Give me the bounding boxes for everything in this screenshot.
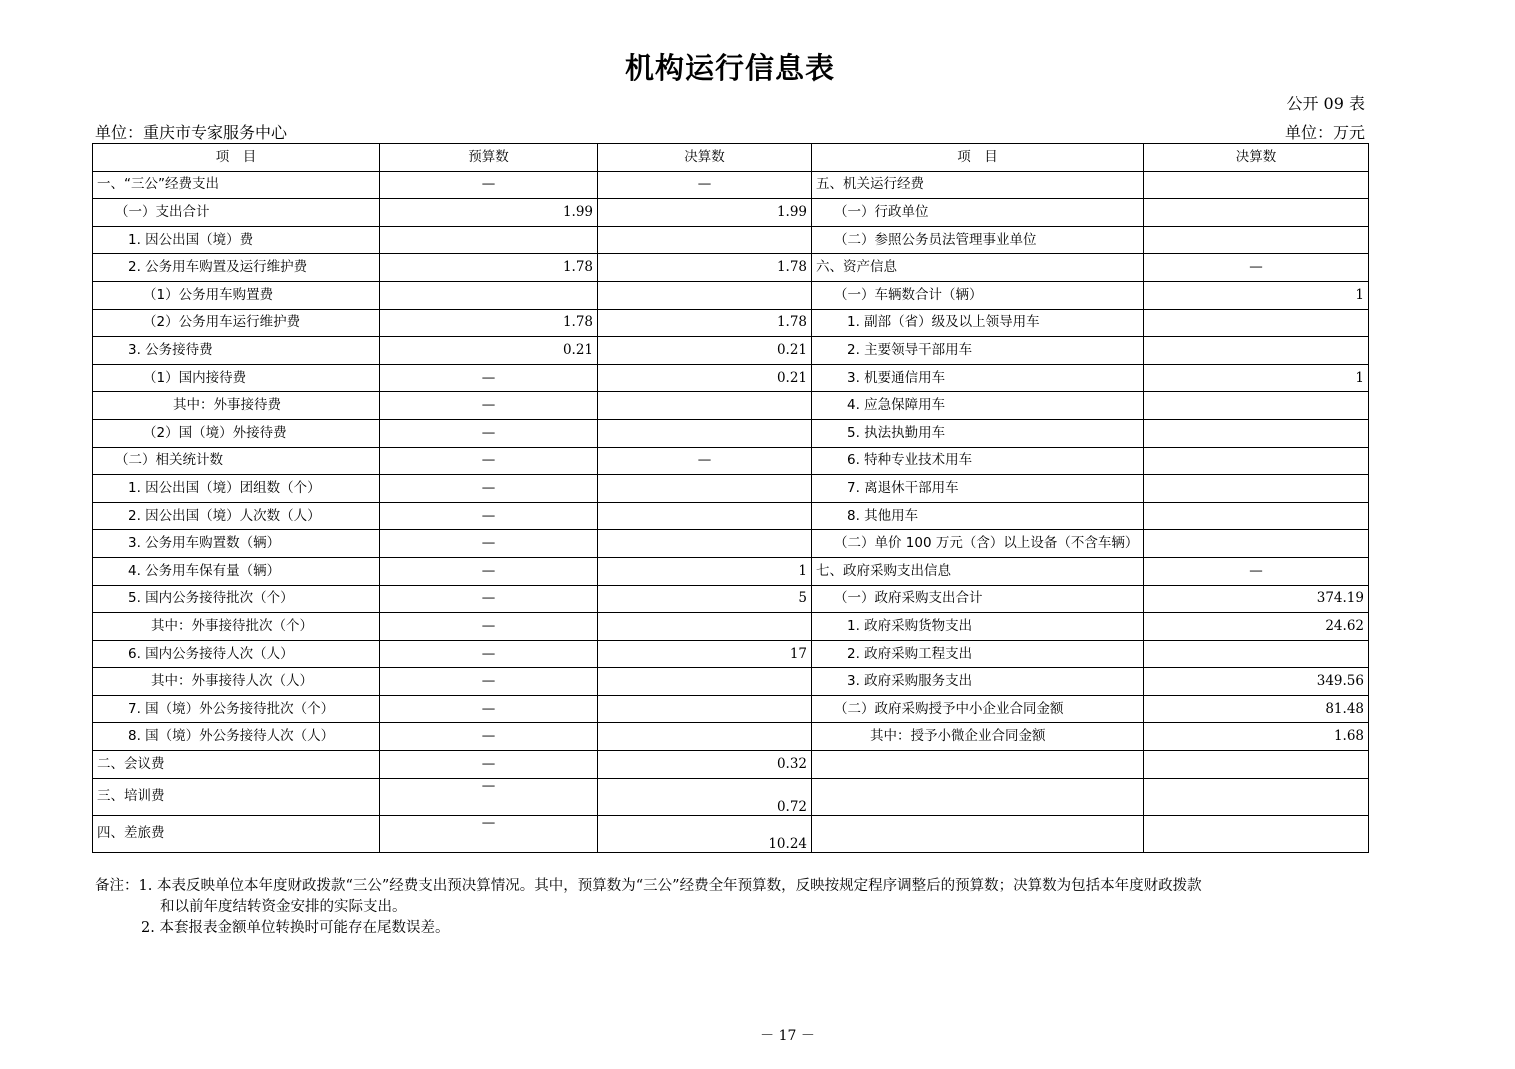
budget-value: — xyxy=(380,815,598,852)
table-row xyxy=(93,392,1369,420)
row-label: 5. 国内公务接待批次（个） xyxy=(93,585,380,613)
header-item-right: 项 目 xyxy=(812,144,1144,172)
row-label: 2. 因公出国（境）人次数（人） xyxy=(93,502,380,530)
table-row xyxy=(93,530,1369,558)
right-value xyxy=(1144,475,1369,503)
budget-value: — xyxy=(380,613,598,641)
budget-value: 1.78 xyxy=(380,309,598,337)
final-value xyxy=(598,695,812,723)
row-label: 四、差旅费 xyxy=(93,815,380,852)
budget-value: 1.78 xyxy=(380,254,598,282)
right-label: 六、资产信息 xyxy=(812,254,1144,282)
right-label xyxy=(812,751,1144,779)
budget-value: — xyxy=(380,392,598,420)
remark-line-2: 和以前年度结转资金安排的实际支出。 xyxy=(160,899,407,915)
right-label xyxy=(812,815,1144,852)
right-label: 3. 机要通信用车 xyxy=(812,364,1144,392)
row-label: 其中：外事接待批次（个） xyxy=(93,613,380,641)
right-value xyxy=(1144,226,1369,254)
final-value: 1.99 xyxy=(598,199,812,227)
table-row xyxy=(93,723,1369,751)
right-value: 349.56 xyxy=(1144,668,1369,696)
right-label: 4. 应急保障用车 xyxy=(812,392,1144,420)
right-value: 1 xyxy=(1144,364,1369,392)
right-value: 24.62 xyxy=(1144,613,1369,641)
budget-value: — xyxy=(380,475,598,503)
row-label: （二）相关统计数 xyxy=(93,447,380,475)
row-label: （一）支出合计 xyxy=(93,199,380,227)
right-label: （一）车辆数合计（辆） xyxy=(812,281,1144,309)
right-label: （一）行政单位 xyxy=(812,199,1144,227)
remarks xyxy=(95,876,1202,939)
row-label: （2）公务用车运行维护费 xyxy=(93,309,380,337)
final-value: 1.78 xyxy=(598,254,812,282)
right-label: （二）参照公务员法管理事业单位 xyxy=(812,226,1144,254)
table-row xyxy=(93,815,1369,852)
header-final: 决算数 xyxy=(598,144,812,172)
budget-value: — xyxy=(380,668,598,696)
right-value xyxy=(1144,778,1369,815)
right-label: 5. 执法执勤用车 xyxy=(812,419,1144,447)
budget-value: — xyxy=(380,751,598,779)
final-value xyxy=(598,502,812,530)
row-label: 1. 因公出国（境）团组数（个） xyxy=(93,475,380,503)
right-label xyxy=(812,778,1144,815)
row-label: 8. 国（境）外公务接待人次（人） xyxy=(93,723,380,751)
row-label: 其中：外事接待人次（人） xyxy=(93,668,380,696)
row-label: 三、培训费 xyxy=(93,778,380,815)
table-row xyxy=(93,502,1369,530)
final-value: 0.72 xyxy=(598,778,812,815)
table-row xyxy=(93,364,1369,392)
right-value: — xyxy=(1144,557,1369,585)
row-label: 6. 国内公务接待人次（人） xyxy=(93,640,380,668)
final-value: — xyxy=(598,447,812,475)
budget-value: 1.99 xyxy=(380,199,598,227)
right-value xyxy=(1144,199,1369,227)
budget-value: — xyxy=(380,640,598,668)
right-label: 7. 离退休干部用车 xyxy=(812,475,1144,503)
right-value: — xyxy=(1144,254,1369,282)
budget-value: — xyxy=(380,502,598,530)
right-value xyxy=(1144,171,1369,199)
final-value xyxy=(598,226,812,254)
final-value xyxy=(598,475,812,503)
final-value: 10.24 xyxy=(598,815,812,852)
operation-info-table xyxy=(92,143,1369,853)
budget-value xyxy=(380,281,598,309)
form-number: 公开 09 表 xyxy=(1286,94,1365,113)
budget-value: — xyxy=(380,364,598,392)
right-label: 3. 政府采购服务支出 xyxy=(812,668,1144,696)
table-row xyxy=(93,447,1369,475)
right-value xyxy=(1144,815,1369,852)
table-row xyxy=(93,640,1369,668)
remark-line-1: 备注：1. 本表反映单位本年度财政拨款“三公”经费支出预决算情况。其中，预算数为“三公”经费全年预算数，反映按规定程序调整后的预算数；决算数为包括本年度财政拨款 xyxy=(95,878,1202,894)
right-label: 8. 其他用车 xyxy=(812,502,1144,530)
right-value xyxy=(1144,309,1369,337)
right-value xyxy=(1144,337,1369,365)
table-row xyxy=(93,695,1369,723)
final-value: 17 xyxy=(598,640,812,668)
final-value: 1.78 xyxy=(598,309,812,337)
row-label: 一、“三公”经费支出 xyxy=(93,171,380,199)
right-value xyxy=(1144,392,1369,420)
row-label: 二、会议费 xyxy=(93,751,380,779)
final-value xyxy=(598,530,812,558)
table-row xyxy=(93,778,1369,815)
right-label: 2. 政府采购工程支出 xyxy=(812,640,1144,668)
right-value: 374.19 xyxy=(1144,585,1369,613)
row-label: 3. 公务用车购置数（辆） xyxy=(93,530,380,558)
row-label: 2. 公务用车购置及运行维护费 xyxy=(93,254,380,282)
budget-value: — xyxy=(380,419,598,447)
table-row xyxy=(93,254,1369,282)
table-row xyxy=(93,281,1369,309)
final-value: 1 xyxy=(598,557,812,585)
final-value: 0.21 xyxy=(598,364,812,392)
right-value xyxy=(1144,502,1369,530)
table-row xyxy=(93,585,1369,613)
right-value: 1 xyxy=(1144,281,1369,309)
final-value xyxy=(598,281,812,309)
final-value xyxy=(598,668,812,696)
table-row xyxy=(93,309,1369,337)
row-label: （1）国内接待费 xyxy=(93,364,380,392)
right-label: 其中：授予小微企业合同金额 xyxy=(812,723,1144,751)
row-label: 1. 因公出国（境）费 xyxy=(93,226,380,254)
budget-value: — xyxy=(380,778,598,815)
right-value xyxy=(1144,530,1369,558)
table-row xyxy=(93,613,1369,641)
header-budget: 预算数 xyxy=(380,144,598,172)
budget-value: — xyxy=(380,530,598,558)
right-label: （二）政府采购授予中小企业合同金额 xyxy=(812,695,1144,723)
right-label: 五、机关运行经费 xyxy=(812,171,1144,199)
final-value xyxy=(598,723,812,751)
budget-value: 0.21 xyxy=(380,337,598,365)
header-final-right: 决算数 xyxy=(1144,144,1369,172)
right-value xyxy=(1144,751,1369,779)
budget-value: — xyxy=(380,585,598,613)
final-value: 5 xyxy=(598,585,812,613)
row-label: 4. 公务用车保有量（辆） xyxy=(93,557,380,585)
right-label: （一）政府采购支出合计 xyxy=(812,585,1144,613)
header-item: 项 目 xyxy=(93,144,380,172)
budget-value: — xyxy=(380,695,598,723)
page-number: － 17 － xyxy=(760,1028,815,1044)
table-row xyxy=(93,668,1369,696)
final-value xyxy=(598,613,812,641)
right-value: 81.48 xyxy=(1144,695,1369,723)
table-row xyxy=(93,337,1369,365)
right-label: 七、政府采购支出信息 xyxy=(812,557,1144,585)
right-value xyxy=(1144,447,1369,475)
table-row xyxy=(93,475,1369,503)
budget-value xyxy=(380,226,598,254)
right-value: 1.68 xyxy=(1144,723,1369,751)
budget-value: — xyxy=(380,557,598,585)
row-label: 3. 公务接待费 xyxy=(93,337,380,365)
table-header-row xyxy=(93,144,1369,172)
final-value xyxy=(598,392,812,420)
table-row xyxy=(93,199,1369,227)
row-label: 其中：外事接待费 xyxy=(93,392,380,420)
final-value xyxy=(598,419,812,447)
row-label: （1）公务用车购置费 xyxy=(93,281,380,309)
row-label: （2）国（境）外接待费 xyxy=(93,419,380,447)
right-value xyxy=(1144,419,1369,447)
table-row xyxy=(93,171,1369,199)
table-row xyxy=(93,557,1369,585)
final-value: 0.32 xyxy=(598,751,812,779)
right-label: 1. 副部（省）级及以上领导用车 xyxy=(812,309,1144,337)
table-row xyxy=(93,419,1369,447)
table-row xyxy=(93,226,1369,254)
remark-line-3: 2. 本套报表金额单位转换时可能存在尾数误差。 xyxy=(141,920,450,936)
unit-currency: 单位：万元 xyxy=(1284,123,1365,142)
budget-value: — xyxy=(380,447,598,475)
final-value: — xyxy=(598,171,812,199)
right-label: 2. 主要领导干部用车 xyxy=(812,337,1144,365)
right-value xyxy=(1144,640,1369,668)
unit-organization: 单位：重庆市专家服务中心 xyxy=(95,123,288,142)
page-title: 机构运行信息表 xyxy=(624,51,835,85)
right-label: 6. 特种专业技术用车 xyxy=(812,447,1144,475)
right-label: （二）单价 100 万元（含）以上设备（不含车辆） xyxy=(812,530,1144,558)
budget-value: — xyxy=(380,171,598,199)
right-label: 1. 政府采购货物支出 xyxy=(812,613,1144,641)
final-value: 0.21 xyxy=(598,337,812,365)
row-label: 7. 国（境）外公务接待批次（个） xyxy=(93,695,380,723)
budget-value: — xyxy=(380,723,598,751)
table-row xyxy=(93,751,1369,779)
